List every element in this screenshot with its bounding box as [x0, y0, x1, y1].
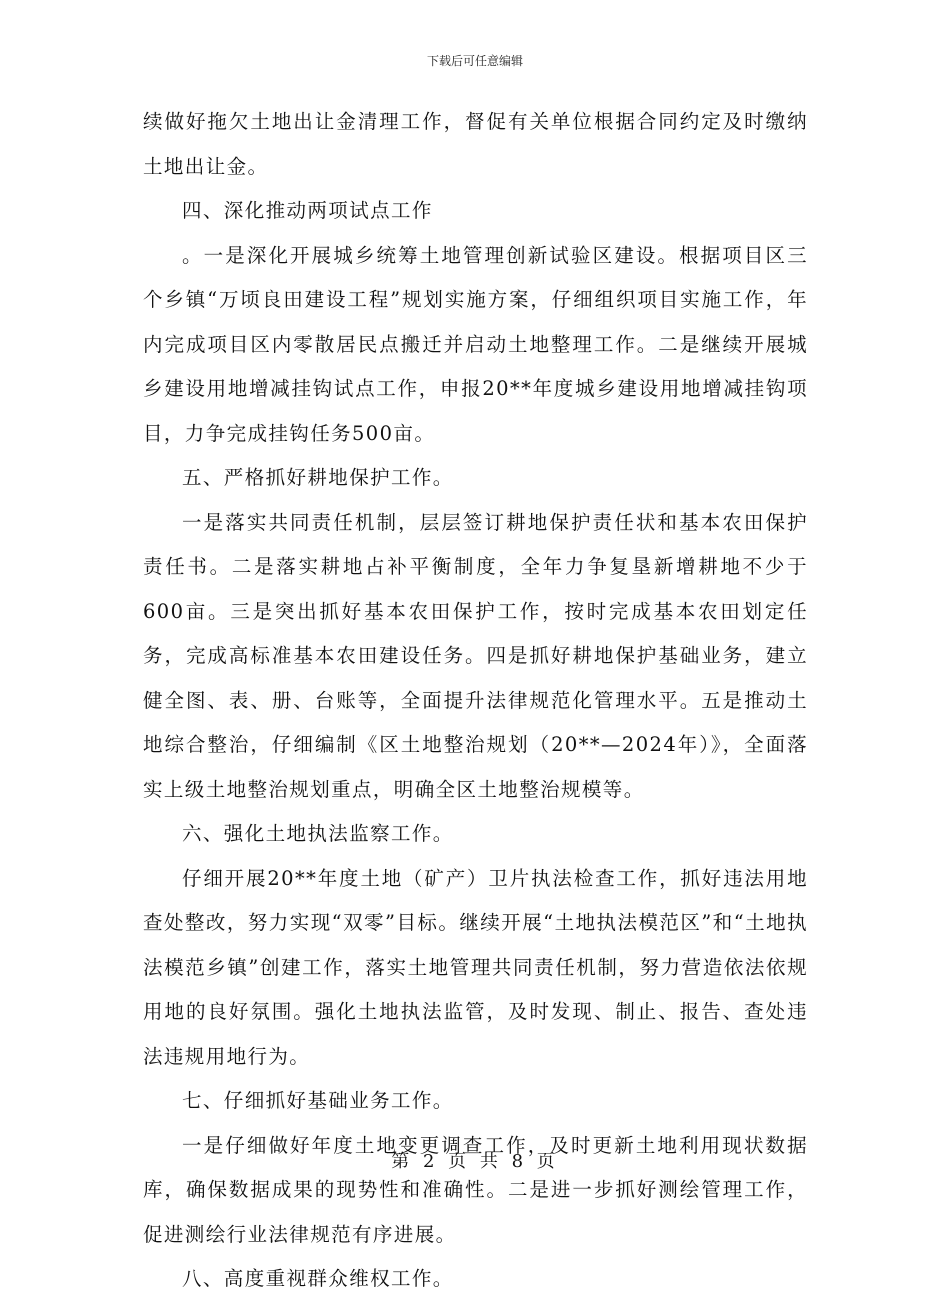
paragraph: 续做好拖欠土地出让金清理工作，督促有关单位根据合同约定及时缴纳土地出让金。 [143, 110, 808, 178]
paragraph: 仔细开展20**年度土地（矿产）卫片执法检查工作，抓好违法用地查处整改，努力实现“双零”目标。继续开展“土地执法模范区”和“土地执法模范乡镇”创建工作，落实土地管理共同责任机制，努力营造依法依规用地的良好氛围。强化土地执法监管，及时发现、制止、报告、查处违法违规用地行为。 [143, 866, 808, 1068]
section-heading-6: 六、强化土地执法监察工作。 [182, 822, 454, 845]
paragraph: 。一是深化开展城乡统筹土地管理创新试验区建设。根据项目区三个乡镇“万顷良田建设工程”规划实施方案，仔细组织项目实施工作，年内完成项目区内零散居民点搬迁并启动土地整理工作。二是继续开展城乡建设用地增减挂钩试点工作，申报20**年度城乡建设用地增减挂钩项目，力争完成挂钩任务500亩。 [143, 243, 808, 445]
page-header: 下载后可任意编辑 [426, 54, 523, 68]
paragraph: 一是仔细做好年度土地变更调查工作，及时更新土地利用现状数据库，确保数据成果的现势性和准确性。二是进一步抓好测绘管理工作，促进测绘行业法律规范有序进展。 [143, 1133, 808, 1246]
document-body [143, 100, 808, 1302]
paragraph: 一是落实共同责任机制，层层签订耕地保护责任状和基本农田保护责任书。二是落实耕地占补平衡制度，全年力争复垦新增耕地不少于600亩。三是突出抓好基本农田保护工作，按时完成基本农田划定任务，完成高标准基本农田建设任务。四是抓好耕地保护基础业务，建立健全图、表、册、台账等，全面提升法律规范化管理水平。五是推动土地综合整治，仔细编制《区土地整治规划（20**—2024年）》，全面落实上级土地整治规划重点，明确全区土地整治规模等。 [143, 510, 808, 801]
section-heading-8: 八、高度重视群众维权工作。 [182, 1267, 454, 1290]
page-footer: 第 2 页 共 8 页 [391, 1151, 559, 1172]
section-heading-5: 五、严格抓好耕地保护工作。 [182, 466, 454, 489]
section-heading-7: 七、仔细抓好基础业务工作。 [182, 1089, 454, 1112]
section-heading-4: 四、深化推动两项试点工作 [182, 199, 433, 222]
